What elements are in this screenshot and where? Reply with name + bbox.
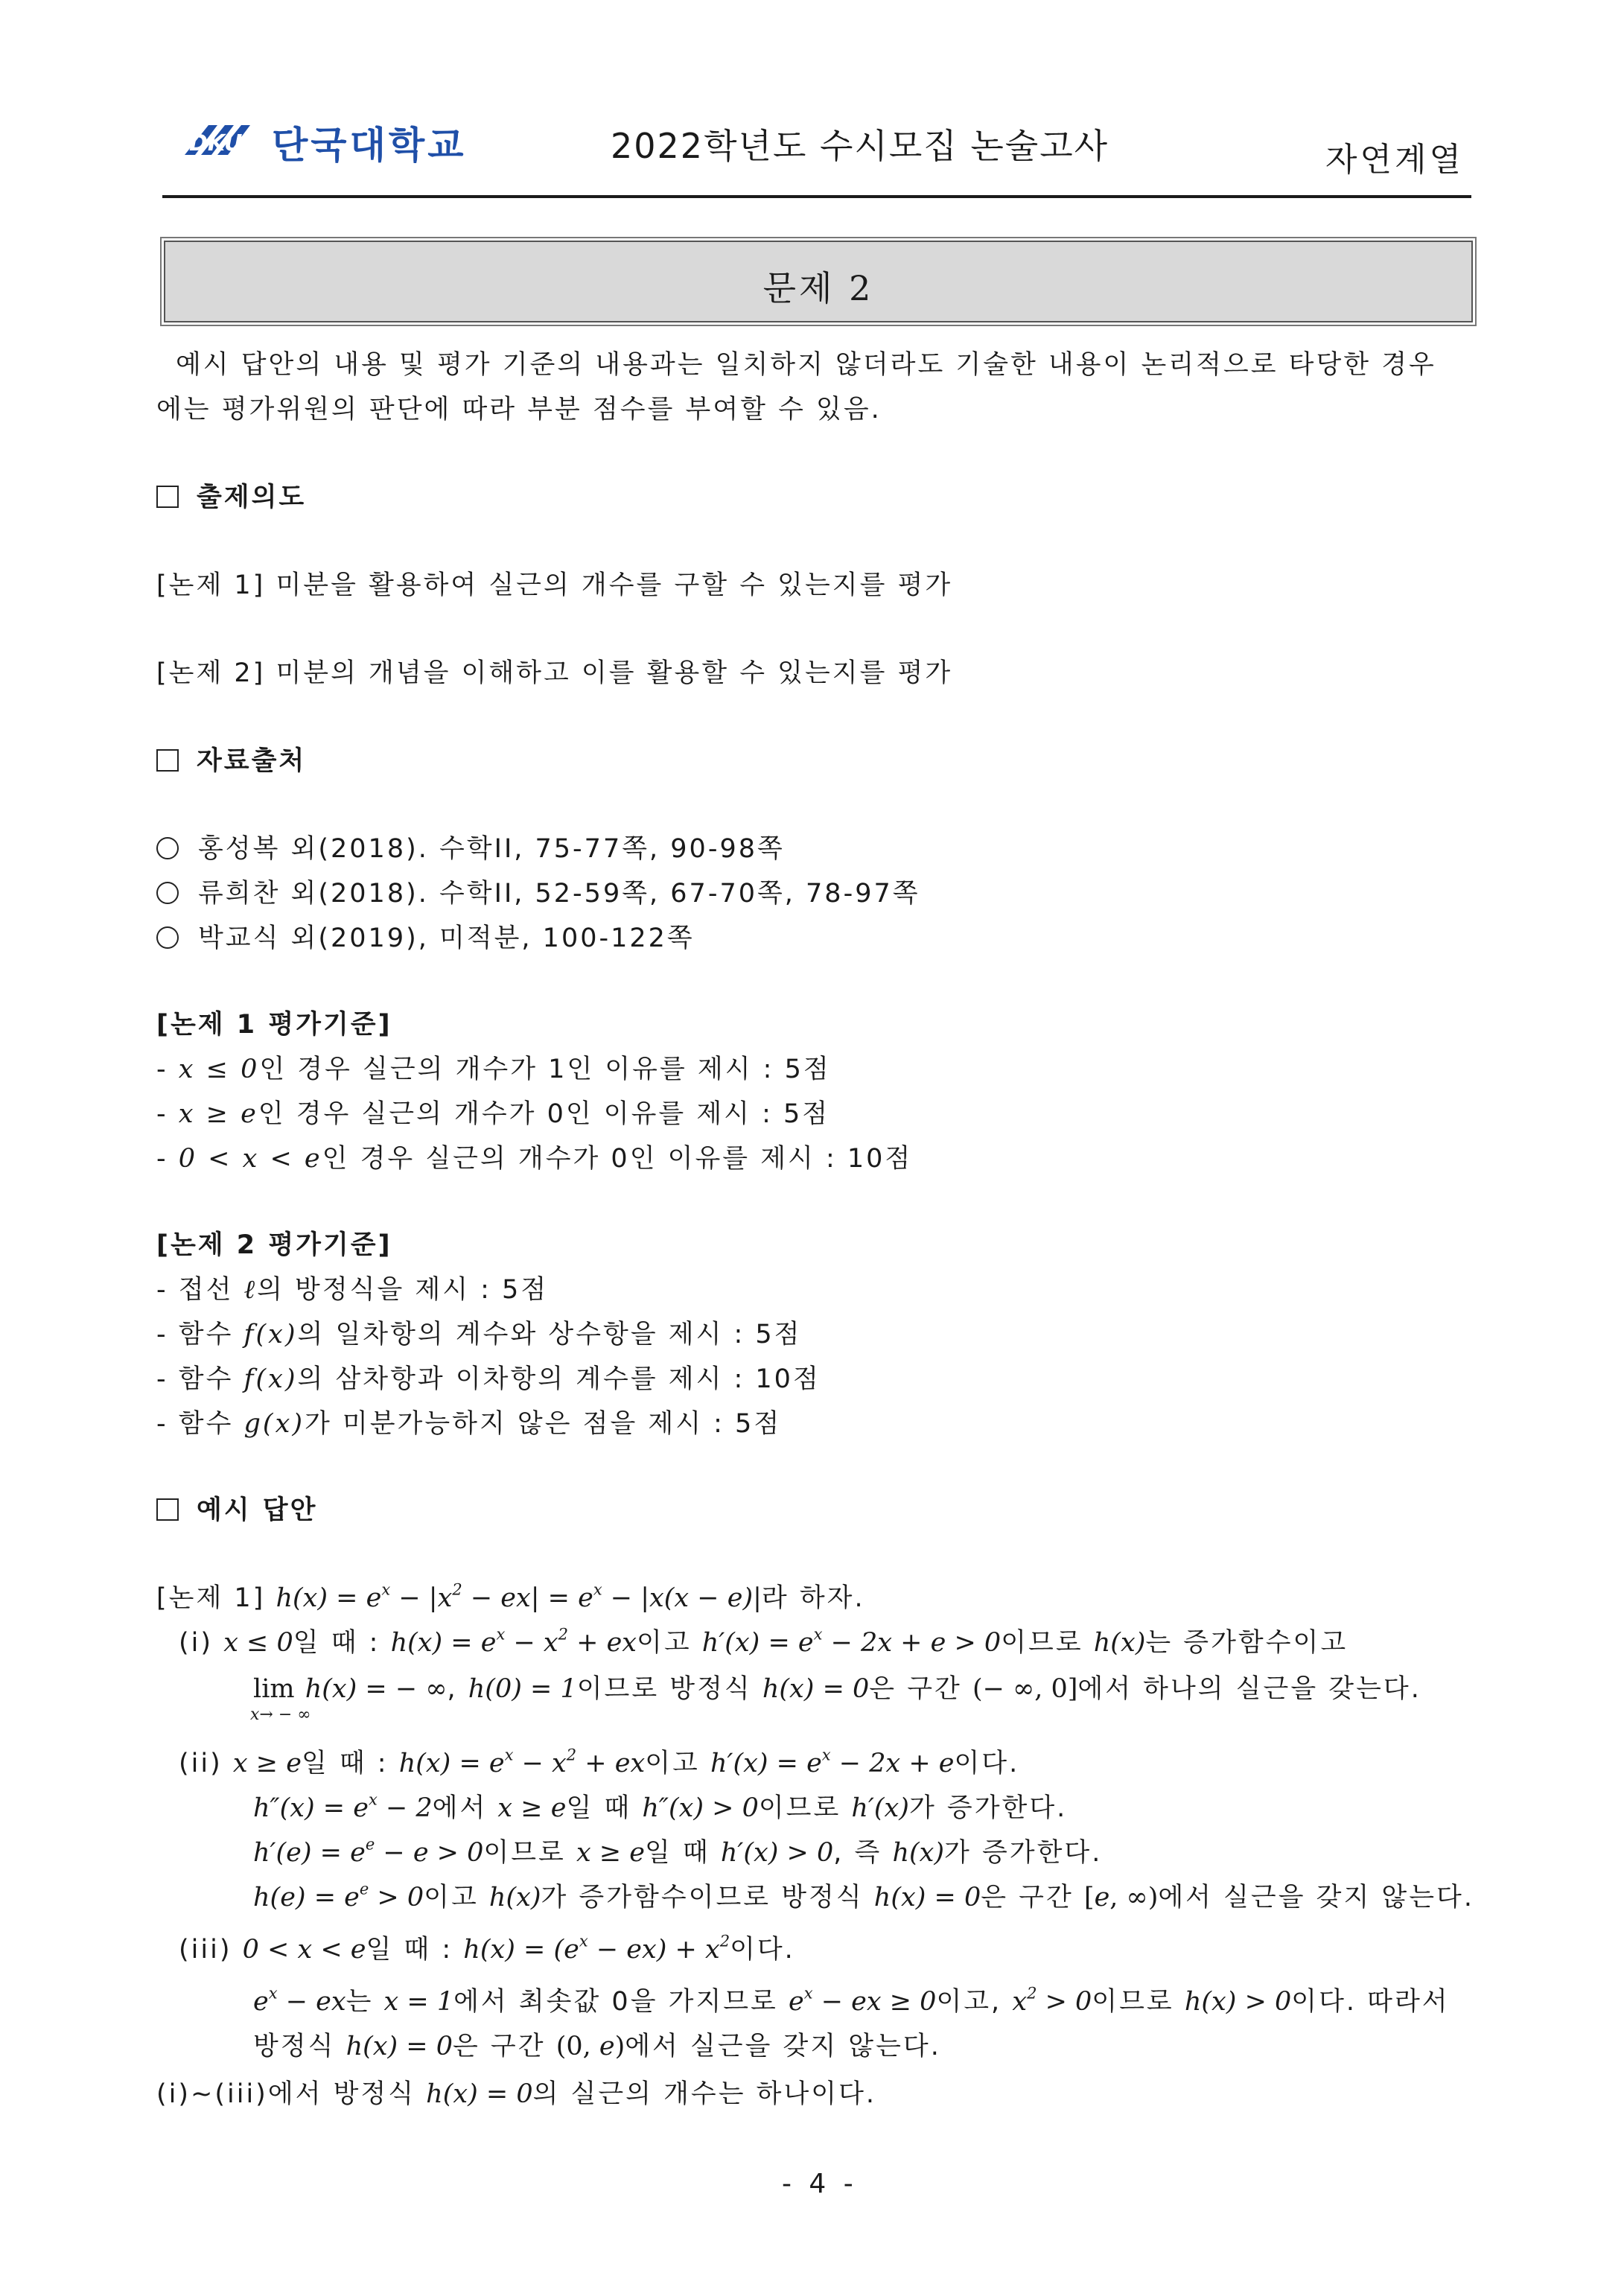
square-bullet-icon <box>156 486 179 508</box>
page-number: - 4 - <box>782 2169 858 2199</box>
case-i-line-1: (i) x ≤ 0일 때 : $h(x) = e^x - x^2$ + ex이고 $h'(x) = e^x - 2x + e > 0$이므로 h(x)는 증가함수이고 <box>179 1625 1348 1658</box>
intent-heading: 출제의도 <box>156 477 306 514</box>
intent-item-1: [논제 1] 미분을 활용하여 실근의 개수를 구할 수 있는지를 평가 <box>156 570 953 600</box>
svg-text:DKU: DKU <box>189 130 243 156</box>
criteria2-item: - 접선 ℓ의 방정식을 제시 : 5점 <box>156 1275 549 1305</box>
case-ii-line-4: $h(e) = e^e > 0$이고 h(x)가 증가함수이므로 방정식 h(x) = 0은 구간 [e, ∞)에서 실근을 갖지 않는다. <box>253 1880 1474 1912</box>
circle-bullet-icon <box>156 882 179 904</box>
intent-item-2: [논제 2] 미분의 개념을 이해하고 이를 활용할 수 있는지를 평가 <box>156 658 953 688</box>
answer-heading: 예시 답안 <box>156 1489 317 1527</box>
problem-title: 문제 2 <box>762 268 874 308</box>
university-logo-text: 단국대학교 <box>272 124 467 167</box>
case-ii-line-3: $h'(e) = e^e - e > 0$이므로 x ≥ e일 때 h′(x) > 0, 즉 h(x)가 증가한다. <box>253 1835 1103 1868</box>
criteria1-heading: [논제 1 평가기준] <box>156 1010 392 1040</box>
answer-conclusion: (i)~(iii)에서 방정식 h(x) = 0의 실근의 개수는 하나이다. <box>156 2079 877 2109</box>
source-item: 류희찬 외(2018). 수학II, 52-59쪽, 67-70쪽, 78-97쪽 <box>156 873 920 910</box>
circle-bullet-icon <box>156 926 179 949</box>
source-item: 박교식 외(2019), 미적분, 100-122쪽 <box>156 918 695 955</box>
answer-definition: [논제 1] $h(x) = e^x - |x^2 - ex| = e^x - |x(x - e)|$라 하자. <box>156 1580 865 1613</box>
criteria1-item: - x ≤ 0인 경우 실근의 개수가 1인 이유를 제시 : 5점 <box>156 1055 831 1084</box>
square-bullet-icon <box>156 749 179 772</box>
criteria2-item: - 함수 g(x)가 미분가능하지 않은 점을 제시 : 5점 <box>156 1409 782 1439</box>
exam-title: 2022학년도 수시모집 논술고사 <box>611 126 1109 166</box>
source-item: 홍성복 외(2018). 수학II, 75-77쪽, 90-98쪽 <box>156 828 785 865</box>
criteria1-item: - x ≥ e인 경우 실근의 개수가 0인 이유를 제시 : 5점 <box>156 1099 830 1129</box>
header-divider <box>162 195 1471 198</box>
criteria2-item: - 함수 f(x)의 삼차항과 이차항의 계수를 제시 : 10점 <box>156 1364 821 1394</box>
limit-subscript: x→ − ∞ <box>250 1705 311 1724</box>
case-i-line-2: lim h(x) = − ∞, h(0) = 1이므로 방정식 h(x) = 0은 구간 (− ∞, 0]에서 하나의 실근을 갖는다. <box>253 1674 1421 1704</box>
sources-heading: 자료출처 <box>156 740 306 777</box>
case-iii-line-2: $e^x$ − ex는 x = 1에서 최솟값 0을 가지므로 $e^x$ − ex ≥ 0이고, $x^2 > 0$이므로 h(x) > 0이다. 따라서 <box>253 1984 1450 2017</box>
case-iii-line-1: (iii) 0 < x < e일 때 : $h(x) = (e^x - ex) + x^2$이다. <box>179 1932 795 1965</box>
problem-title-box <box>164 241 1473 322</box>
intro-line-1: 예시 답안의 내용 및 평가 기준의 내용과는 일치하지 않더라도 기술한 내용이 논리적으로 타당한 경우 <box>176 350 1436 380</box>
case-ii-line-2: $h''(x) = e^x - 2$에서 x ≥ e일 때 h″(x) > 0이므로 h′(x)가 증가한다. <box>253 1790 1068 1823</box>
track-label: 자연계열 <box>1325 141 1465 179</box>
intro-line-2: 에는 평가위원의 판단에 따라 부분 점수를 부여할 수 있음. <box>156 395 882 424</box>
criteria2-item: - 함수 f(x)의 일차항의 계수와 상수항을 제시 : 5점 <box>156 1320 802 1349</box>
criteria2-heading: [논제 2 평가기준] <box>156 1230 392 1260</box>
circle-bullet-icon <box>156 837 179 859</box>
case-iii-line-3: 방정식 h(x) = 0은 구간 (0, e)에서 실근을 갖지 않는다. <box>253 2032 941 2061</box>
case-ii-line-1: (ii) x ≥ e일 때 : $h(x) = e^x - x^2$ + ex이고 $h'(x) = e^x - 2x + e$이다. <box>179 1746 1020 1778</box>
university-logo-mark <box>179 119 264 162</box>
criteria1-item: - 0 < x < e인 경우 실근의 개수가 0인 이유를 제시 : 10점 <box>156 1144 913 1174</box>
square-bullet-icon <box>156 1498 179 1521</box>
